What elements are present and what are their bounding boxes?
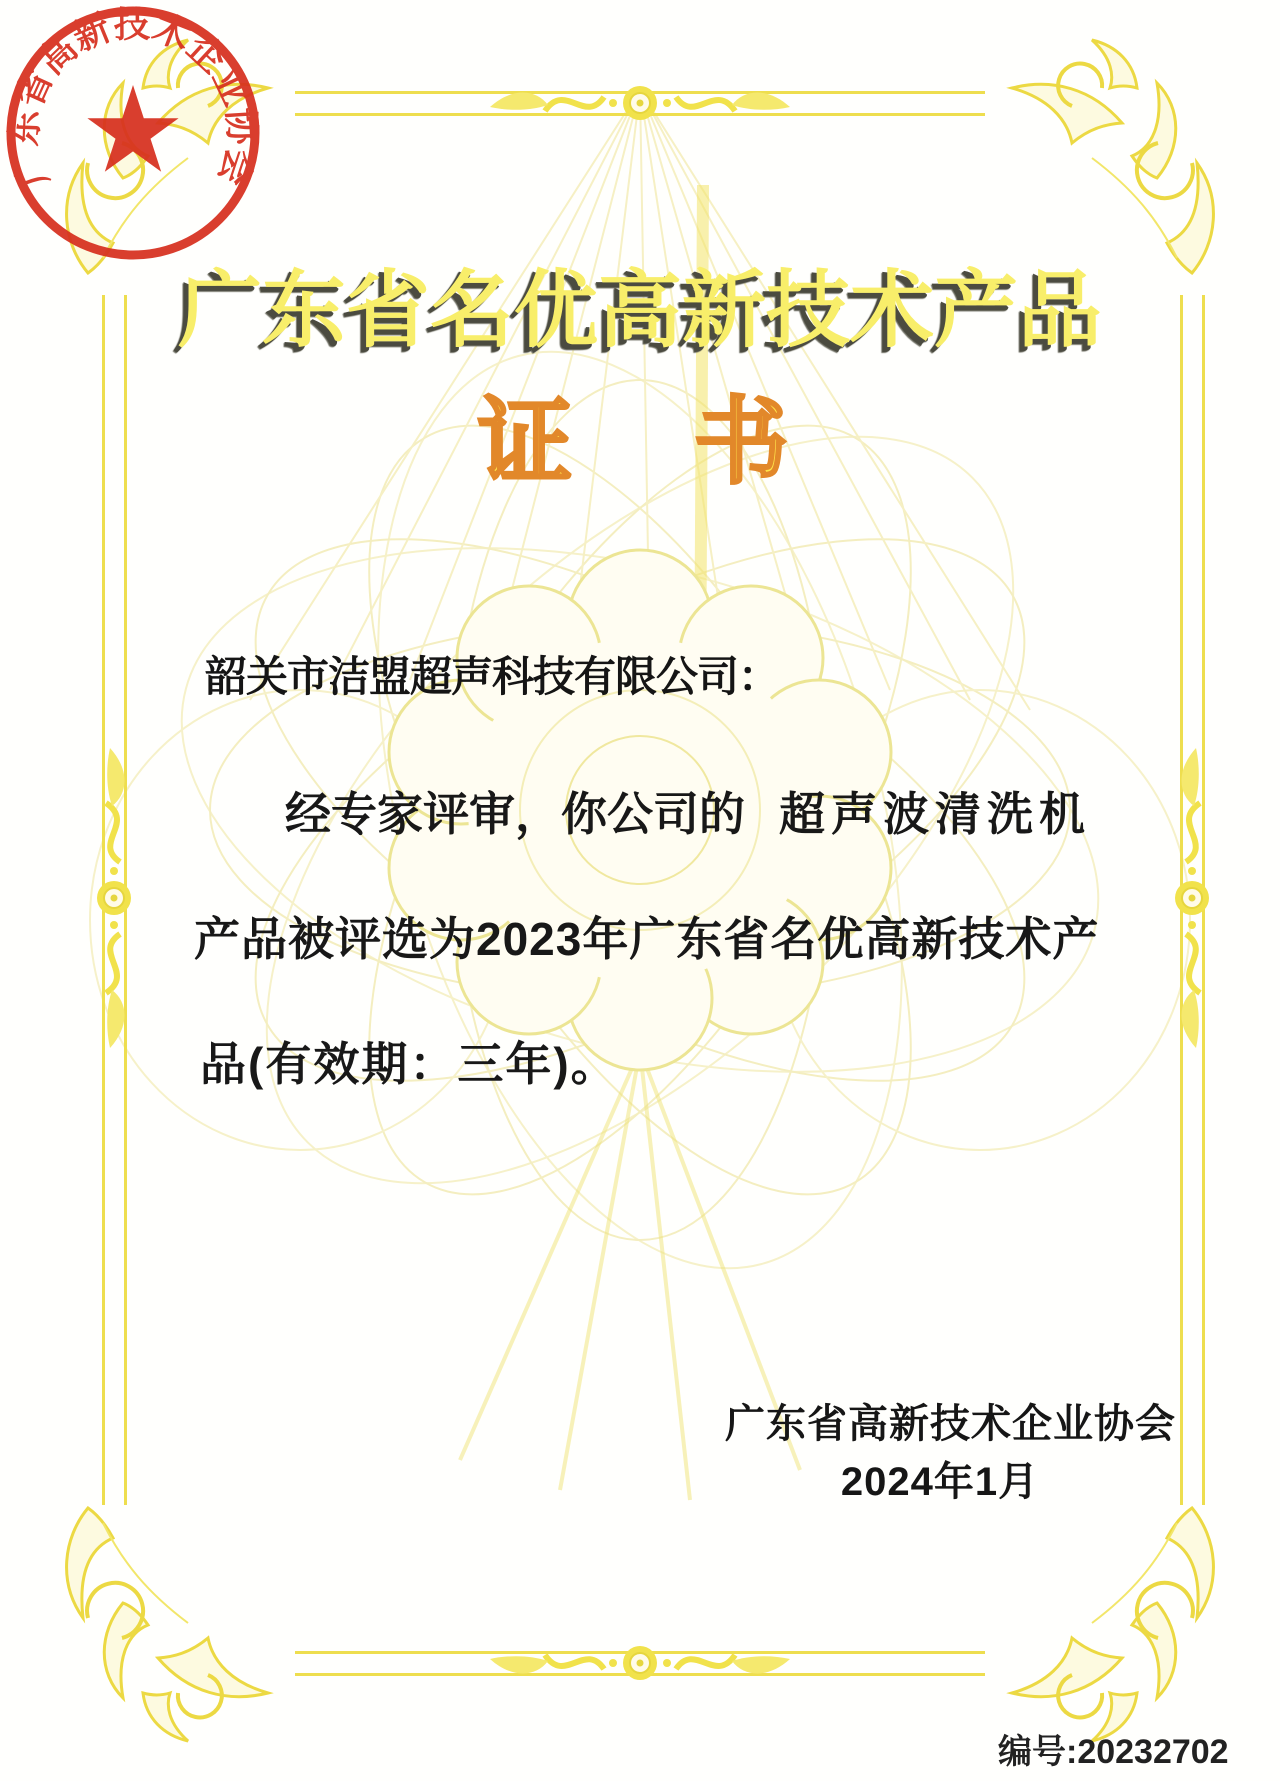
corner-flourish-icon <box>67 1508 268 1741</box>
certificate-subtitle: 证 书 <box>477 389 802 494</box>
corner-flourish-icon <box>1012 1508 1213 1741</box>
serial-number: 编号:20232702 <box>998 1733 1229 1771</box>
official-seal <box>0 0 266 266</box>
body-line-2: 产品被评选为2023年广东省名优高新技术产 <box>194 913 1100 965</box>
body-line-1-prefix: 经专家评审，你公司的 <box>285 788 745 840</box>
body-line-1 <box>285 778 1091 844</box>
product-name: 超声波清洗机 <box>779 787 1091 841</box>
certificate-title: 广东省名优高新技术产品 <box>177 263 1102 357</box>
corner-flourish-icon <box>1012 40 1213 273</box>
body-line-3: 品(有效期：三年)。 <box>200 1038 619 1090</box>
issuer-name: 广东省高新技术企业协会 <box>725 1402 1176 1446</box>
seal-star-icon <box>87 85 178 172</box>
recipient-name: 韶关市洁盟超声科技有限公司： <box>205 652 780 701</box>
seal-ring-text: 广东省高新技术企业协会 <box>3 3 263 193</box>
issue-date: 2024年1月 <box>840 1460 1040 1504</box>
